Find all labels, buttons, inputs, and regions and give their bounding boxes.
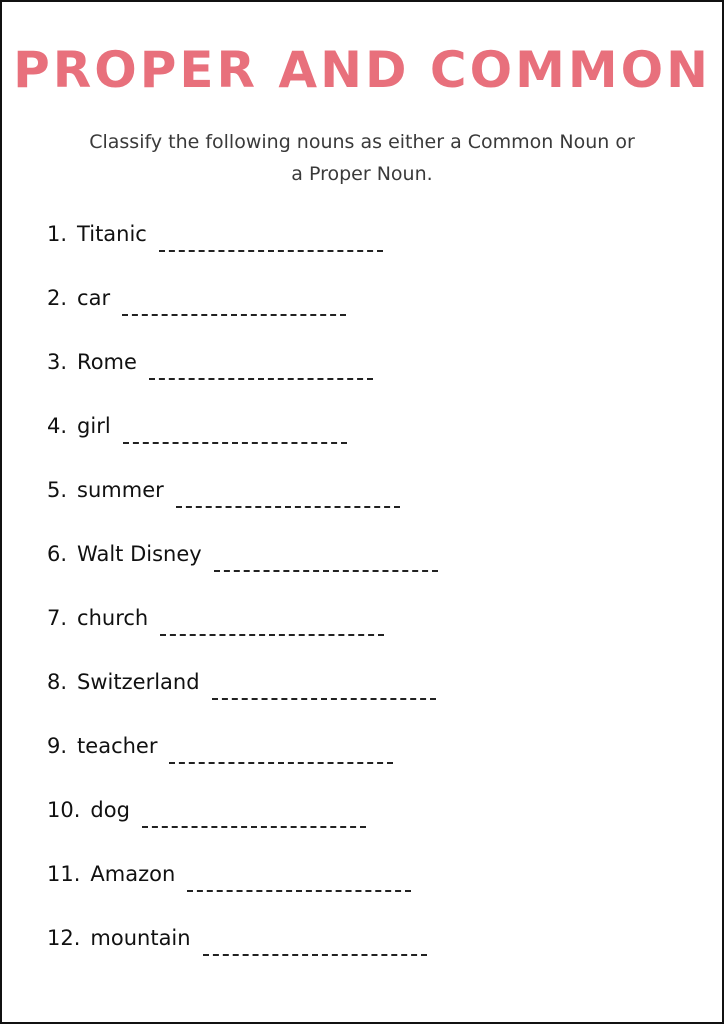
question-word: Switzerland xyxy=(77,670,200,694)
question-word: girl xyxy=(77,414,111,438)
answer-line[interactable] xyxy=(203,942,427,956)
question-item xyxy=(47,734,393,774)
question-number: 1. xyxy=(47,222,68,246)
question-word: teacher xyxy=(77,734,158,758)
question-number: 5. xyxy=(47,478,68,502)
answer-line[interactable] xyxy=(169,750,393,764)
question-number: 3. xyxy=(47,350,68,374)
answer-line[interactable] xyxy=(176,494,400,508)
question-number: 9. xyxy=(47,734,68,758)
question-number: 11. xyxy=(47,862,81,886)
answer-line[interactable] xyxy=(160,622,384,636)
question-item xyxy=(47,286,346,326)
question-item xyxy=(47,606,384,646)
question-item xyxy=(47,798,366,838)
question-word: Titanic xyxy=(77,222,147,246)
answer-line[interactable] xyxy=(122,302,346,316)
answer-line[interactable] xyxy=(123,430,347,444)
question-item xyxy=(47,542,438,582)
question-word: Walt Disney xyxy=(77,542,202,566)
question-word: mountain xyxy=(90,926,191,950)
question-item xyxy=(47,478,400,518)
question-word: car xyxy=(77,286,111,310)
question-item xyxy=(47,222,383,262)
question-number: 4. xyxy=(47,414,68,438)
answer-line[interactable] xyxy=(149,366,373,380)
question-item xyxy=(47,414,347,454)
question-number: 7. xyxy=(47,606,68,630)
question-number: 12. xyxy=(47,926,81,950)
question-word: summer xyxy=(77,478,164,502)
question-item xyxy=(47,670,436,710)
question-number: 6. xyxy=(47,542,68,566)
question-number: 2. xyxy=(47,286,68,310)
instructions-line-2: a Proper Noun. xyxy=(291,163,433,185)
question-word: church xyxy=(77,606,149,630)
question-item xyxy=(47,926,427,966)
answer-line[interactable] xyxy=(142,814,366,828)
question-word: Amazon xyxy=(90,862,176,886)
question-number: 10. xyxy=(47,798,81,822)
question-word: dog xyxy=(90,798,130,822)
question-word: Rome xyxy=(77,350,137,374)
question-item xyxy=(47,350,373,390)
page-title: PROPER AND COMMON xyxy=(13,41,711,99)
instructions xyxy=(82,126,642,190)
question-number: 8. xyxy=(47,670,68,694)
answer-line[interactable] xyxy=(187,878,411,892)
answer-line[interactable] xyxy=(159,238,383,252)
instructions-line-1: Classify the following nouns as either a Common Noun or xyxy=(89,131,635,153)
answer-line[interactable] xyxy=(212,686,436,700)
question-item xyxy=(47,862,411,902)
answer-line[interactable] xyxy=(214,558,438,572)
